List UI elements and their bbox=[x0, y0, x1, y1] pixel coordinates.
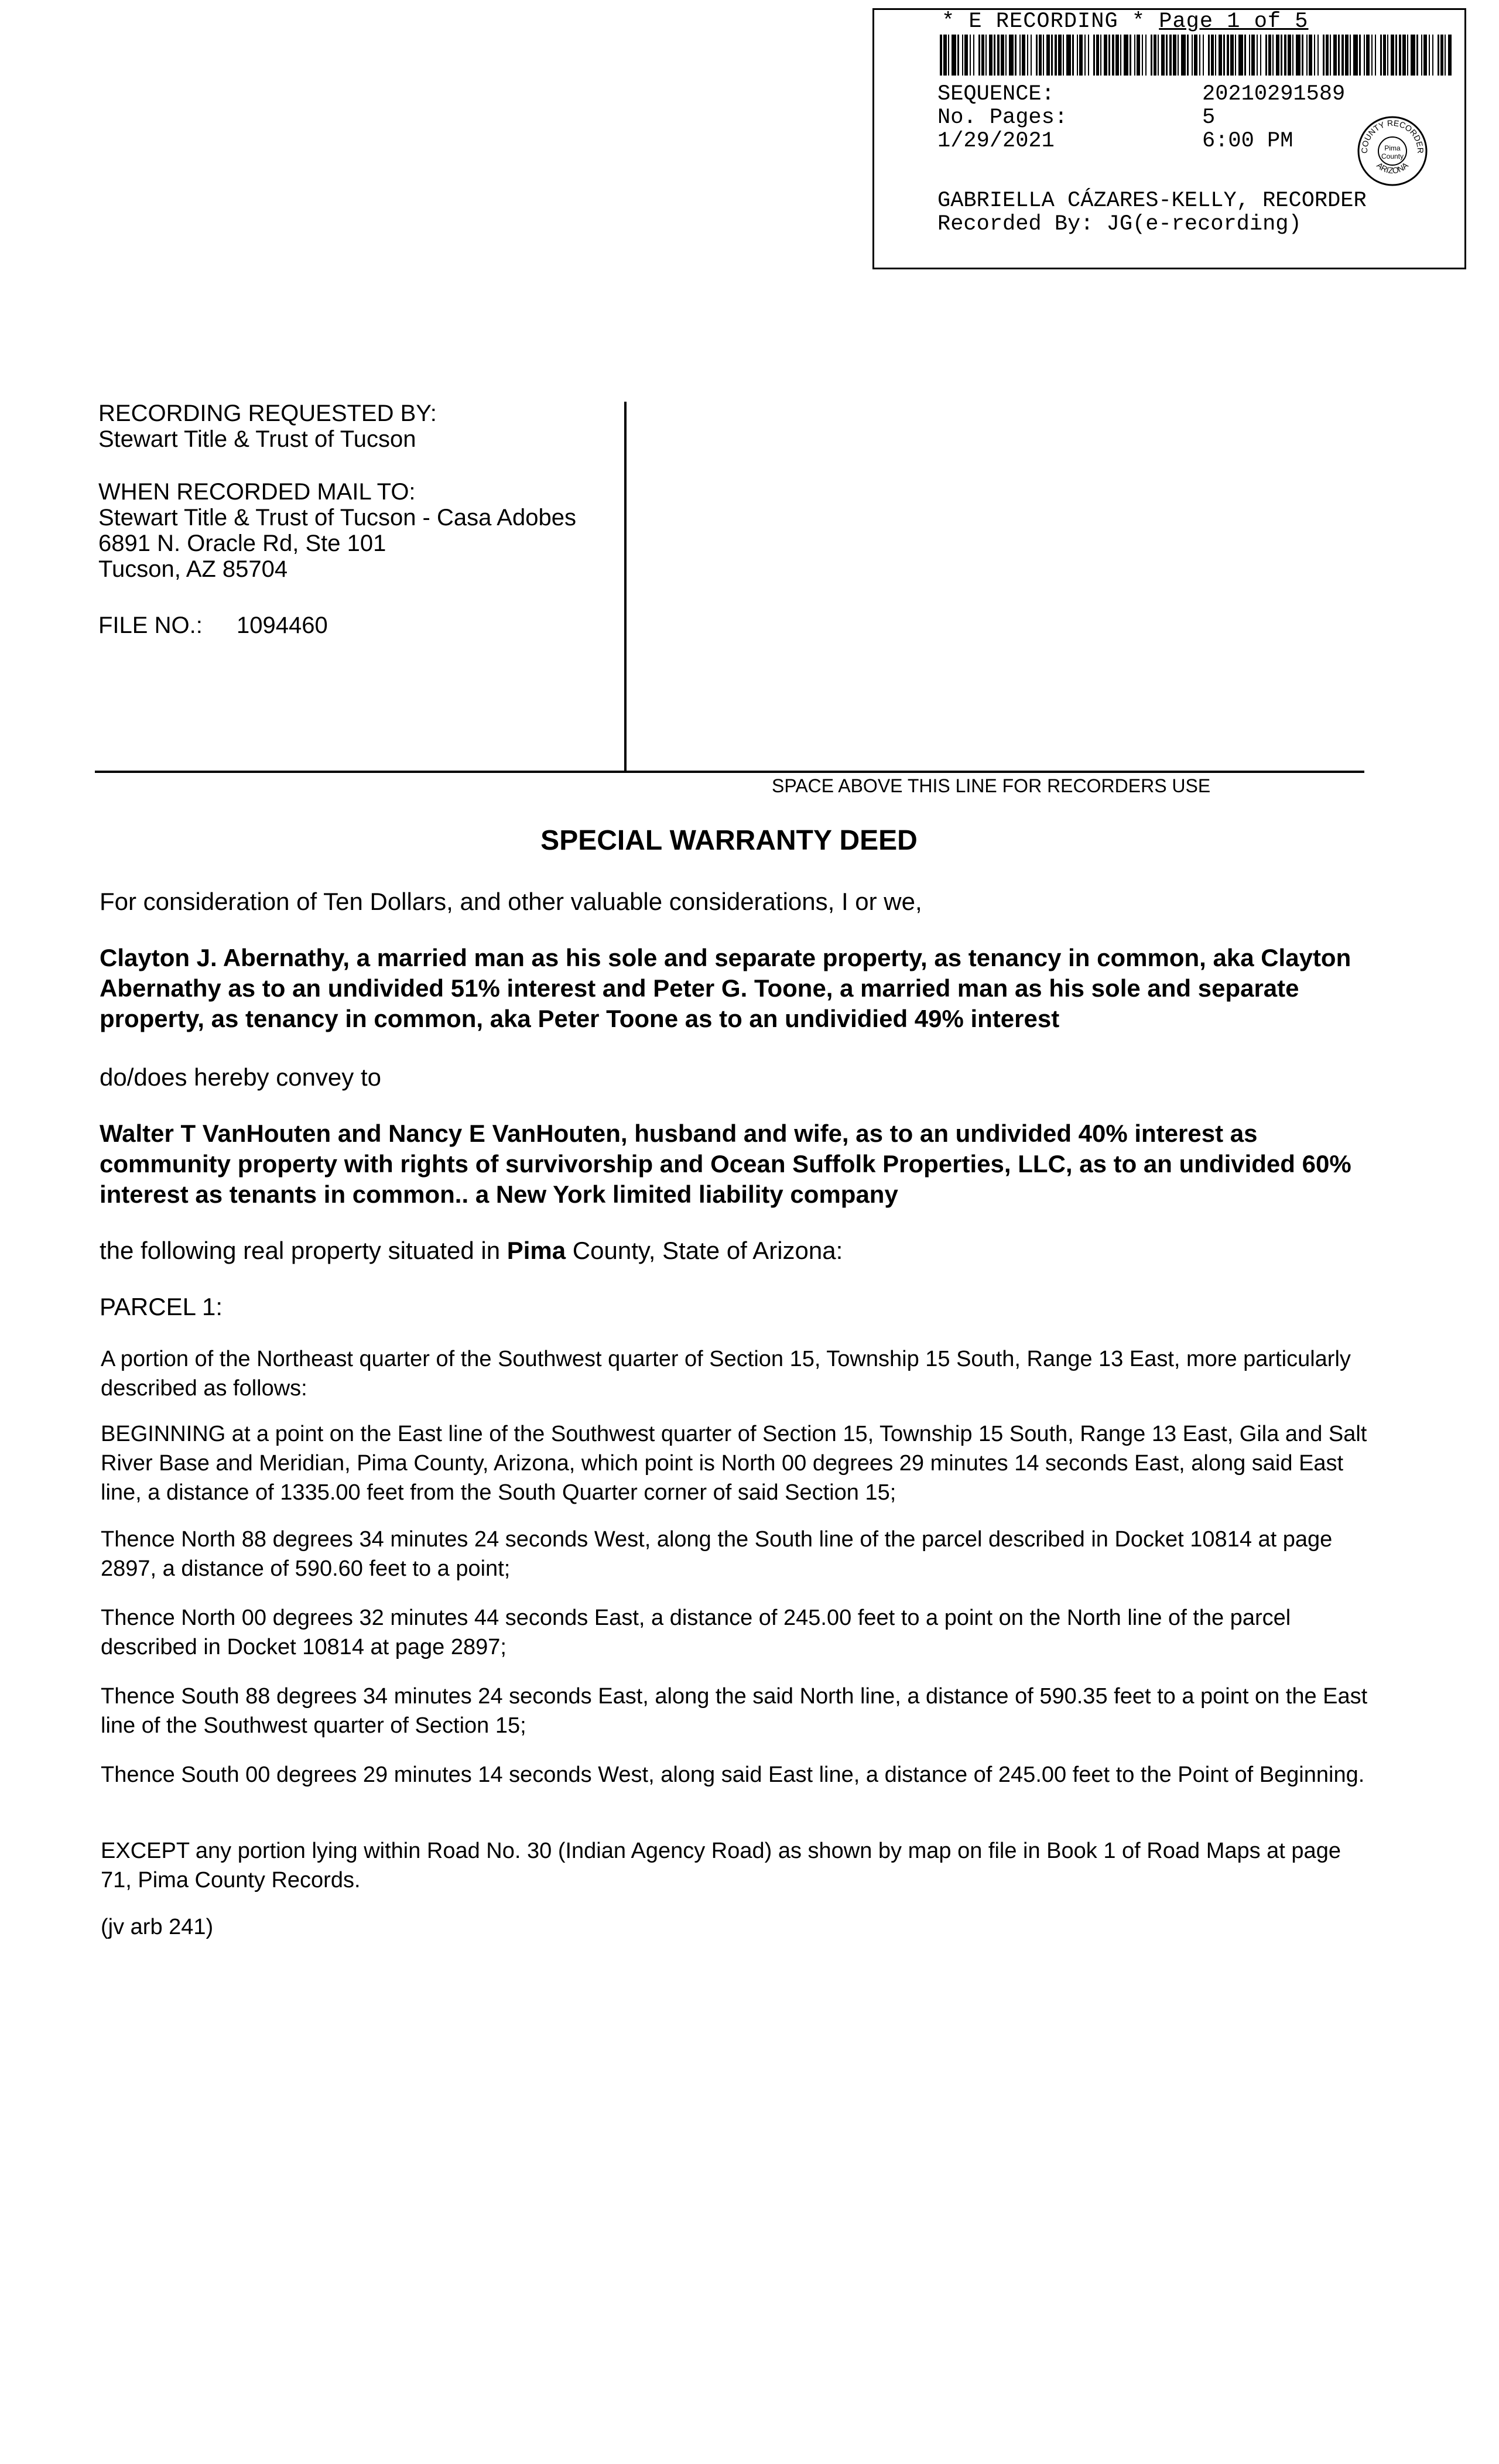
deed-title: SPECIAL WARRANTY DEED bbox=[540, 825, 918, 856]
barcode bbox=[940, 35, 1455, 76]
recorded-by: Recorded By: JG(e-recording) bbox=[937, 212, 1302, 237]
svg-text:ARIZONA: ARIZONA bbox=[1375, 160, 1410, 176]
county-recorder-seal-icon bbox=[1356, 114, 1429, 188]
mail-to-line2: 6891 N. Oracle Rd, Ste 101 bbox=[98, 531, 386, 556]
stamp-header-page: Page 1 of 5 bbox=[1159, 9, 1309, 34]
file-no-label: FILE NO.: bbox=[98, 612, 203, 638]
svg-text:COUNTY RECORDER: COUNTY RECORDER bbox=[1359, 118, 1426, 154]
thence-paragraph-3: Thence South 88 degrees 34 minutes 24 seconds East, along the said North line, a distance of 590.35 feet to a point on the East line of the Southwest quarter of Section 15; bbox=[101, 1684, 1368, 1738]
recording-time: 6:00 PM bbox=[1202, 129, 1293, 153]
stamp-header-prefix: * E RECORDING * bbox=[942, 9, 1159, 34]
file-no-value: 1094460 bbox=[237, 612, 328, 638]
consideration-text: For consideration of Ten Dollars, and other valuable considerations, I or we, bbox=[100, 888, 922, 915]
parcel-label: PARCEL 1: bbox=[100, 1293, 223, 1320]
property-intro bbox=[100, 1236, 1376, 1266]
grantees-text: Walter T VanHouten and Nancy E VanHouten, husband and wife, as to an undivided 40% interest as community property with rights of survivorship and Ocean Suffolk Properties, LLC, as to an undivided 60% interest as tenants in common.. a New York limited liability company bbox=[100, 1120, 1351, 1208]
requested-by-label: RECORDING REQUESTED BY: bbox=[98, 401, 437, 426]
property-county: Pima bbox=[506, 1237, 566, 1264]
svg-text:County: County bbox=[1381, 152, 1404, 160]
recorder-space-line bbox=[95, 771, 1364, 773]
sequence-value: 20210291589 bbox=[1202, 82, 1346, 107]
beginning-paragraph: BEGINNING at a point on the East line of the Southwest quarter of Section 15, Township 15 South, Range 13 East, Gila and Salt River Base and Meridian, Pima County, Arizona, which point is North 00 degrees 29 minutes 14 seconds East, along said East line, a distance of 1335.00 feet from the South Quarter corner of said Section 15; bbox=[101, 1422, 1367, 1505]
space-above-note: SPACE ABOVE THIS LINE FOR RECORDERS USE bbox=[772, 775, 1211, 796]
pages-label: No. Pages: bbox=[937, 105, 1068, 130]
sequence-label: SEQUENCE: bbox=[937, 82, 1055, 107]
reference-note: (jv arb 241) bbox=[101, 1915, 214, 1939]
stamp-header bbox=[942, 10, 1309, 33]
header-divider-vertical bbox=[624, 402, 627, 772]
mail-to-line3: Tucson, AZ 85704 bbox=[98, 556, 288, 582]
property-intro-start: the following real property situated in bbox=[100, 1237, 507, 1264]
thence-paragraph-2: Thence North 00 degrees 32 minutes 44 seconds East, a distance of 245.00 feet to a point on the North line of the parcel described in Docket 10814 at page 2897; bbox=[101, 1606, 1291, 1659]
pages-value: 5 bbox=[1202, 105, 1216, 130]
convey-phrase: do/does hereby convey to bbox=[100, 1063, 381, 1091]
thence-paragraph-4: Thence South 00 degrees 29 minutes 14 seconds West, along said East line, a distance of 245.00 feet to the Point of Beginning. bbox=[101, 1763, 1365, 1787]
mail-to-label: WHEN RECORDED MAIL TO: bbox=[98, 479, 416, 505]
thence-paragraph-1: Thence North 88 degrees 34 minutes 24 seconds West, along the South line of the parcel described in Docket 10814 at page 2897, a distance of 590.60 feet to a point; bbox=[101, 1527, 1333, 1581]
parcel-description: A portion of the Northeast quarter of the Southwest quarter of Section 15, Township 15 South, Range 13 East, more particularly described as follows: bbox=[101, 1347, 1351, 1401]
recorder-name: GABRIELLA CÁZARES-KELLY, RECORDER bbox=[937, 189, 1367, 213]
recording-date: 1/29/2021 bbox=[937, 129, 1055, 153]
property-intro-end: County, State of Arizona: bbox=[566, 1237, 843, 1264]
requested-by-name: Stewart Title & Trust of Tucson bbox=[98, 426, 416, 452]
mail-to-line1: Stewart Title & Trust of Tucson - Casa Adobes bbox=[98, 505, 576, 531]
except-paragraph: EXCEPT any portion lying within Road No. 30 (Indian Agency Road) as shown by map on file in Book 1 of Road Maps at page 71, Pima County Records. bbox=[101, 1839, 1341, 1893]
grantors-text: Clayton J. Abernathy, a married man as his sole and separate property, as tenancy in common, aka Clayton Abernathy as to an undivided 51% interest and Peter G. Toone, a married man as his sole and separate property, as tenancy in common, aka Peter Toone as to an undividied 49% interest bbox=[100, 944, 1351, 1032]
recording-stamp bbox=[872, 8, 1466, 269]
svg-text:Pima: Pima bbox=[1384, 144, 1401, 152]
